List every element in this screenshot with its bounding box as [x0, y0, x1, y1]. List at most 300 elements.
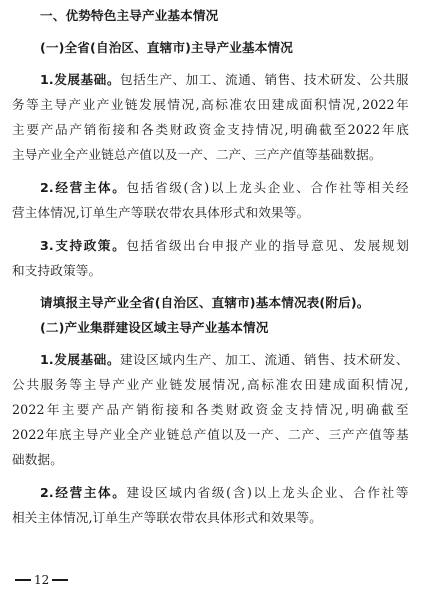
text-glyph: 二	[288, 427, 301, 442]
text-glyph: 础	[93, 72, 107, 87]
text-glyph: 政	[184, 122, 197, 137]
paragraph-line	[12, 263, 101, 279]
text-glyph: 生	[146, 72, 159, 87]
text-glyph: 销	[136, 402, 149, 417]
text-glyph: 、	[251, 72, 265, 87]
text-glyph: 省	[154, 238, 168, 253]
text-glyph: 内	[183, 485, 197, 500]
page-number: 12	[34, 573, 50, 587]
subsection-heading-province	[40, 40, 293, 56]
paragraph-line	[12, 122, 409, 138]
text-glyph: 体	[98, 180, 111, 195]
text-glyph: 发	[353, 238, 367, 253]
text-glyph: 含	[190, 180, 203, 195]
text-glyph: 情	[315, 402, 328, 417]
text-glyph: 建	[119, 352, 133, 367]
text-glyph: 发	[343, 72, 357, 87]
text-glyph: 况	[390, 377, 404, 392]
text-glyph: )	[204, 180, 210, 195]
text-glyph: 规	[381, 238, 395, 253]
text-glyph: 产	[99, 427, 113, 442]
text-glyph: 导	[54, 97, 68, 112]
text-glyph: 年	[45, 427, 59, 442]
text-glyph: 农	[289, 377, 303, 392]
text-glyph: 研	[369, 352, 383, 367]
text-glyph: 准	[229, 97, 243, 112]
text-glyph: 流	[225, 72, 238, 87]
text-glyph: 主	[61, 402, 75, 417]
text-glyph: 各	[195, 402, 209, 417]
text-glyph: 工	[198, 72, 212, 87]
text-glyph: 高	[246, 377, 260, 392]
text-glyph: 加	[225, 352, 238, 367]
text-glyph: 产	[40, 122, 54, 137]
page-footer	[12, 573, 71, 587]
text-glyph: 持	[300, 402, 313, 417]
text-glyph: 主	[12, 122, 25, 137]
text-glyph: 产	[91, 402, 105, 417]
text-glyph: 导	[85, 427, 99, 442]
text-glyph: 的	[268, 238, 282, 253]
text-glyph: 至	[333, 122, 347, 137]
text-glyph: 头	[253, 180, 267, 195]
text-glyph: 况	[181, 97, 195, 112]
text-glyph: 成	[285, 97, 299, 112]
text-glyph: 展	[153, 97, 166, 112]
text-glyph: 出	[183, 238, 196, 253]
text-glyph: 社	[381, 485, 395, 500]
text-glyph: 业	[281, 180, 295, 195]
bold-text: 请填报主导产业全省(自治区、直辖市)基本情况表(附后)。	[40, 295, 370, 310]
text-glyph: 截	[381, 402, 394, 417]
text-glyph: 发	[183, 377, 197, 392]
text-glyph: 务	[54, 377, 68, 392]
text-glyph: 、	[211, 352, 225, 367]
text-glyph: 、	[315, 427, 328, 442]
text-glyph: 产	[198, 352, 212, 367]
text-glyph: 支	[55, 238, 69, 253]
text-glyph: 衔	[151, 402, 164, 417]
text-glyph: 3.	[40, 238, 54, 253]
text-glyph: 。	[112, 238, 125, 253]
text-glyph: 准	[275, 377, 289, 392]
bold-text: 一、优势特色主导产业基本情况	[40, 8, 219, 23]
text-glyph: 2022	[12, 402, 45, 417]
text-glyph: 积	[314, 97, 327, 112]
text-glyph: 产	[193, 427, 207, 442]
text-glyph: 金	[212, 122, 226, 137]
text-glyph: 作	[324, 180, 338, 195]
text-glyph: 类	[155, 122, 169, 137]
text-glyph: 业	[112, 427, 126, 442]
text-glyph: 合	[310, 180, 324, 195]
text-glyph: 、	[251, 352, 265, 367]
text-glyph: 要	[76, 402, 90, 417]
text-glyph: 总	[180, 427, 193, 442]
text-glyph: 台	[197, 238, 211, 253]
text-glyph: 经	[55, 180, 69, 195]
text-glyph: 财	[225, 402, 239, 417]
text-glyph: 标	[215, 97, 229, 112]
instruction-line	[40, 295, 369, 311]
text-glyph: 见	[325, 238, 338, 253]
text-glyph: 企	[310, 485, 324, 500]
text-glyph: ,	[356, 97, 361, 112]
text-glyph: 2022	[362, 97, 395, 112]
text-glyph: 业	[126, 377, 140, 392]
text-glyph: 高	[201, 97, 214, 112]
text-glyph: 况	[330, 402, 343, 417]
text-glyph: 省	[197, 485, 211, 500]
text-glyph: 基	[80, 352, 94, 367]
text-glyph: 确	[366, 402, 379, 417]
text-glyph: 等	[395, 485, 409, 500]
text-glyph: 、	[338, 485, 352, 500]
text-glyph: 产	[261, 427, 274, 442]
text-glyph: 流	[264, 352, 278, 367]
text-glyph: ,	[241, 377, 246, 392]
text-glyph: 产	[355, 427, 369, 442]
text-glyph: 支	[227, 122, 240, 137]
text-glyph: 区	[146, 352, 159, 367]
text-glyph: 指	[282, 238, 296, 253]
paragraph-line	[12, 510, 322, 526]
text-glyph: 头	[296, 485, 309, 500]
text-glyph: 产	[69, 122, 83, 137]
text-glyph: 业	[254, 238, 267, 253]
text-glyph: 共	[26, 377, 40, 392]
text-glyph: 2.	[40, 485, 54, 500]
text-glyph: 省	[154, 180, 168, 195]
text-glyph: 年	[381, 122, 395, 137]
paragraph-line	[12, 427, 409, 443]
text-glyph: 主	[83, 377, 97, 392]
text-glyph: 策	[97, 238, 111, 253]
text-glyph: 1.	[40, 352, 54, 367]
text-glyph: 服	[40, 377, 54, 392]
text-glyph: 内	[172, 352, 186, 367]
text-glyph: 产	[96, 97, 110, 112]
text-glyph: 等	[26, 97, 39, 112]
text-glyph: 链	[169, 377, 183, 392]
text-glyph: 级	[169, 180, 182, 195]
text-glyph: 。	[106, 352, 120, 367]
text-glyph: 建	[318, 377, 332, 392]
text-glyph: 产	[121, 402, 135, 417]
section-heading	[40, 8, 218, 24]
text-glyph: 发	[54, 72, 67, 87]
text-glyph: 农	[243, 97, 257, 112]
footer-dash-right	[52, 579, 68, 581]
text-glyph: 生	[185, 352, 199, 367]
text-glyph: 公	[12, 377, 25, 392]
text-glyph: 共	[382, 72, 396, 87]
text-glyph: 营	[69, 485, 83, 500]
text-glyph: 工	[238, 352, 251, 367]
text-glyph: ,	[195, 97, 200, 112]
text-glyph: 面	[347, 377, 361, 392]
text-glyph: )	[246, 485, 253, 500]
text-glyph: 面	[300, 97, 313, 112]
text-glyph: 包	[126, 238, 140, 253]
text-glyph: 经	[395, 180, 409, 195]
text-glyph: 一	[247, 427, 261, 442]
text-glyph: ,	[284, 122, 289, 137]
text-glyph: ,	[344, 402, 350, 417]
text-glyph: 主	[72, 427, 86, 442]
text-glyph: 情	[255, 122, 269, 137]
body-text: 营主体情况,订单生产等联农带农具体形式和效果等。	[12, 205, 310, 220]
text-glyph: 田	[257, 97, 271, 112]
text-glyph: 链	[166, 427, 180, 442]
text-glyph: 括	[140, 238, 154, 253]
text-glyph: 年	[46, 402, 60, 417]
text-glyph: 三	[328, 427, 342, 442]
text-glyph: 研	[330, 72, 343, 87]
text-glyph: 及	[234, 427, 247, 442]
text-glyph: 各	[141, 122, 154, 137]
text-glyph: 值	[369, 427, 382, 442]
text-glyph: 龙	[281, 485, 295, 500]
text-glyph: 上	[267, 485, 281, 500]
text-glyph: 业	[153, 427, 167, 442]
text-glyph: 发	[54, 352, 67, 367]
text-glyph: 、	[211, 72, 225, 87]
text-glyph: 年	[396, 97, 409, 112]
text-glyph: 级	[168, 238, 182, 253]
subsection-heading-cluster	[40, 320, 268, 336]
text-glyph: 、	[172, 72, 186, 87]
text-glyph: 产	[342, 427, 355, 442]
text-glyph: 产	[140, 377, 154, 392]
text-glyph: 2022	[12, 427, 45, 442]
text-glyph: (	[226, 485, 232, 500]
text-glyph: 社	[338, 180, 352, 195]
text-glyph: 域	[169, 485, 182, 500]
text-glyph: 基	[395, 427, 409, 442]
text-glyph: 基	[80, 72, 94, 87]
paragraph-line	[40, 238, 409, 254]
text-glyph: 技	[303, 72, 317, 87]
text-glyph: 明	[351, 402, 364, 417]
text-glyph: 销	[83, 122, 97, 137]
text-glyph: 2022	[347, 122, 381, 137]
text-glyph: 情	[167, 97, 181, 112]
text-glyph: 品	[106, 402, 120, 417]
text-glyph: 务	[12, 97, 25, 112]
text-glyph: 业	[82, 97, 96, 112]
text-glyph: 建	[271, 97, 285, 112]
text-glyph: 营	[69, 180, 83, 195]
text-glyph: 以	[220, 427, 234, 442]
paragraph-line	[40, 485, 409, 501]
footer-dash-left	[15, 579, 31, 581]
text-glyph: 、	[290, 352, 304, 367]
text-glyph: 明	[290, 122, 304, 137]
text-glyph: 销	[264, 72, 278, 87]
text-glyph: 和	[180, 402, 194, 417]
text-glyph: 持	[241, 122, 255, 137]
paragraph-line	[12, 452, 63, 468]
text-glyph: 主	[40, 97, 53, 112]
text-glyph: 衔	[98, 122, 111, 137]
text-glyph: 情	[375, 377, 389, 392]
body-text: 和支持政策等。	[12, 263, 102, 278]
text-glyph: 、	[296, 180, 309, 195]
text-glyph: 括	[133, 72, 146, 87]
text-glyph: 申	[211, 238, 225, 253]
text-glyph: 况	[226, 377, 240, 392]
text-glyph: 报	[225, 238, 239, 253]
text-glyph: 区	[154, 485, 168, 500]
text-glyph: 主	[83, 485, 97, 500]
text-glyph: 以	[210, 180, 224, 195]
text-glyph: 、	[290, 72, 304, 87]
text-glyph: 技	[343, 352, 357, 367]
text-glyph: 政	[83, 238, 97, 253]
paragraph-line	[12, 97, 409, 113]
text-glyph: 接	[112, 122, 126, 137]
text-glyph: 要	[26, 122, 40, 137]
paragraph-line	[40, 180, 409, 196]
text-glyph: 值	[207, 427, 220, 442]
text-glyph: 上	[225, 180, 238, 195]
text-glyph: 产	[301, 427, 315, 442]
text-glyph: 企	[267, 180, 281, 195]
text-glyph: 导	[296, 238, 310, 253]
text-glyph: 术	[317, 72, 330, 87]
text-glyph: 公	[369, 72, 383, 87]
text-glyph: 包	[119, 72, 133, 87]
text-glyph: 导	[97, 377, 111, 392]
text-glyph: 等	[353, 180, 366, 195]
text-glyph: 品	[55, 122, 68, 137]
text-glyph: 等	[69, 377, 83, 392]
text-glyph: 建	[126, 485, 140, 500]
text-glyph: 加	[185, 72, 199, 87]
text-glyph: 展	[198, 377, 212, 392]
text-glyph: 等	[382, 427, 396, 442]
bold-text: (二)产业集群建设区域主导产业基本情况	[40, 320, 269, 335]
text-glyph: 通	[277, 352, 291, 367]
text-glyph: 底	[396, 122, 409, 137]
text-glyph: 产	[139, 427, 153, 442]
text-glyph: 况	[270, 122, 283, 137]
text-glyph: 资	[255, 402, 269, 417]
text-glyph: 支	[285, 402, 299, 417]
text-glyph: 。	[112, 180, 126, 195]
text-glyph: 发	[382, 352, 396, 367]
text-glyph: 展	[67, 352, 81, 367]
text-glyph: 、	[339, 238, 353, 253]
text-glyph: 经	[55, 485, 69, 500]
text-glyph: 产	[239, 238, 253, 253]
text-glyph: 成	[332, 377, 346, 392]
text-glyph: (	[183, 180, 189, 195]
text-glyph: 术	[356, 352, 370, 367]
text-glyph: 合	[353, 485, 366, 500]
text-glyph: 相	[367, 180, 381, 195]
text-glyph: 全	[126, 427, 140, 442]
text-glyph: 产	[112, 377, 126, 392]
text-glyph: 以	[253, 485, 267, 500]
body-text: 主导产业全产业链总产值以及一产、二产、三产产值等基础数据。	[12, 147, 382, 162]
body-text: 础数据。	[12, 452, 63, 467]
text-glyph: 意	[310, 238, 324, 253]
text-glyph: 产	[68, 97, 82, 112]
text-glyph: 链	[125, 97, 138, 112]
text-glyph: 通	[238, 72, 251, 87]
text-glyph: 设	[140, 485, 154, 500]
text-glyph: 确	[304, 122, 318, 137]
text-glyph: 服	[395, 72, 409, 87]
text-glyph: 产	[159, 72, 173, 87]
text-glyph: 础	[93, 352, 107, 367]
text-glyph: 作	[367, 485, 381, 500]
text-glyph: 发	[139, 97, 152, 112]
text-glyph: 2.	[40, 180, 54, 195]
text-glyph: 底	[58, 427, 72, 442]
text-glyph: 售	[317, 352, 330, 367]
text-glyph: 标	[261, 377, 275, 392]
paragraph-line	[40, 72, 409, 88]
bold-text: (一)全省(自治区、直辖市)主导产业基本情况	[40, 40, 294, 55]
text-glyph: 况	[342, 97, 356, 112]
text-glyph: 售	[277, 72, 291, 87]
text-glyph: 包	[126, 180, 140, 195]
text-glyph: 田	[304, 377, 318, 392]
text-glyph: 含	[232, 485, 246, 500]
text-glyph: 。	[112, 485, 126, 500]
text-glyph: 。	[106, 72, 120, 87]
text-glyph: 资	[198, 122, 212, 137]
paragraph-line	[12, 377, 409, 393]
text-glyph: 划	[396, 238, 409, 253]
text-glyph: 域	[159, 352, 173, 367]
text-glyph: 关	[381, 180, 395, 195]
text-glyph: 括	[140, 180, 154, 195]
text-glyph: 财	[169, 122, 183, 137]
text-glyph: 业	[110, 97, 124, 112]
text-glyph: 类	[210, 402, 224, 417]
text-glyph: ,	[404, 377, 409, 392]
text-glyph: 龙	[239, 180, 253, 195]
paragraph-line	[40, 352, 409, 368]
text-glyph: 、	[330, 352, 343, 367]
text-glyph: 展	[367, 238, 381, 253]
text-glyph: 、	[395, 352, 409, 367]
text-glyph: 、	[356, 72, 370, 87]
text-glyph: 至	[395, 402, 409, 417]
text-glyph: 业	[155, 377, 169, 392]
text-glyph: 政	[240, 402, 254, 417]
paragraph-line	[12, 147, 382, 163]
text-glyph: 、	[274, 427, 288, 442]
text-glyph: 情	[212, 377, 226, 392]
paragraph-line	[12, 402, 409, 418]
text-glyph: 展	[67, 72, 81, 87]
text-glyph: 级	[211, 485, 225, 500]
text-glyph: 体	[98, 485, 111, 500]
text-glyph: 情	[328, 97, 342, 112]
text-glyph: 主	[83, 180, 97, 195]
text-glyph: 销	[303, 352, 317, 367]
text-glyph: 金	[270, 402, 284, 417]
body-text: 相关主体情况,订单生产等联农带农具体形式和效果等。	[12, 510, 323, 525]
text-glyph: 1.	[40, 72, 54, 87]
text-glyph: 积	[361, 377, 375, 392]
text-glyph: 业	[324, 485, 338, 500]
